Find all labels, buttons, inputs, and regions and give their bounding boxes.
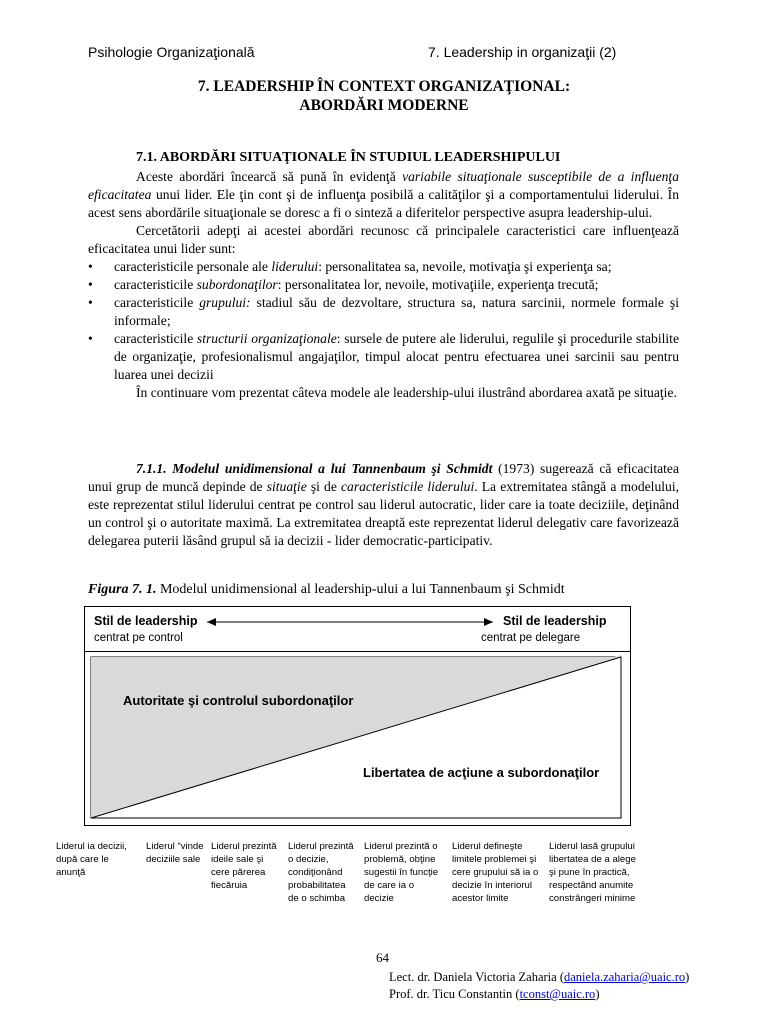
subsection-body	[88, 460, 679, 550]
chapter-title-line2: ABORDĂRI MODERNE	[299, 97, 469, 114]
authority-label: Autoritate şi controlul subordonaţilor	[123, 693, 354, 708]
left-style-heading: Stil de leadership	[94, 614, 198, 628]
right-style-subtitle: centrat pe delegare	[481, 632, 581, 644]
author-line-1: Lect. dr. Daniela Victoria Zaharia (daniela.zaharia@uaic.ro)	[389, 970, 690, 984]
leader-step-4: Liderul prezintă o decizie, condiţionând probabilitatea de o schimba	[288, 841, 354, 904]
chapter-title-line1: 7. LEADERSHIP ÎN CONTEXT ORGANIZAŢIONAL:	[197, 78, 571, 95]
leader-step-2: Liderul “vinde deciziile sale	[146, 841, 204, 865]
left-style-subtitle: centrat pe control	[94, 632, 183, 644]
author-email-1[interactable]: daniela.zaharia@uaic.ro	[563, 970, 686, 984]
section-body	[88, 168, 679, 402]
paragraph-3: În continuare vom prezentat câteva modele ale leadership-ului ilustrând abordarea axată pe situaţie.	[136, 385, 677, 400]
right-style-heading: Stil de leadership	[503, 614, 607, 628]
author-line-2: Prof. dr. Ticu Constantin (tconst@uaic.ro)	[389, 987, 600, 1001]
leader-step-6: Liderul defineşte limitele problemei şi cere grupului să ia o decizie în interiorul acestor limite	[452, 841, 539, 904]
figure-caption: Figura 7. 1. Modelul unidimensional al leadership-ului a lui Tannenbaum şi Schmidt	[88, 582, 565, 597]
bullet-item: • caracteristicile grupului: stadiul său de dezvoltare, structura sa, natura sarcinii, normele formale şi informale;	[88, 294, 679, 330]
paragraph-1: Aceste abordări încearcă să pună în evidenţă variabile situaţionale susceptibile de a influenţa eficacitatea unui lider. Ele ţin cont şi de influenţa posibilă a calităţilor şi a comportamentului liderului. În acest sens abordările situaţionale se doresc a fi o sinteză a diferitelor perspective asupra leadership-ului.	[88, 169, 679, 220]
section-heading: 7.1. ABORDĂRI SITUAŢIONALE ÎN STUDIUL LEADERSHIPULUI	[136, 150, 561, 165]
leader-step-5: Liderul prezintă o problemă, obţine sugestii în funcţie de care ia o decizie	[364, 841, 439, 904]
bullet-item: • caracteristicile personale ale liderului: personalitatea sa, nevoile, motivaţia şi experienţa sa;	[88, 258, 679, 276]
page-number: 64	[376, 950, 389, 965]
leader-step-1: Liderul ia decizii, după care le anunţă	[56, 841, 127, 878]
bullet-item: • caracteristicile structurii organizaţionale: sursele de putere ale liderului, regulile şi procedurile stabilite de organizaţie, profesionalismul angajaţilor, timpul alocat pentru efectuarea unei sarcinii sau pentru luarea unei decizii	[88, 330, 679, 384]
running-header-left: Psihologie Organizaţională	[88, 44, 255, 60]
author-email-2[interactable]: tconst@uaic.ro	[519, 987, 596, 1001]
figure-model	[84, 606, 631, 826]
paragraph-2: Cercetătorii adepţi ai acestei abordări recunosc că principalele caracteristici care influenţează eficacitatea unui lider sunt:	[88, 223, 679, 256]
paragraph-4: 7.1.1. Modelul unidimensional a lui Tannenbaum şi Schmidt (1973) sugerează că eficacitatea unui grup de muncă depinde de situaţie şi de caracteristicile liderului. La extremitatea stângă a modelului, este reprezentat stilul liderului centrat pe control sau liderul autocratic, lider care ia toate deciziile, deţinând un control şi o autoritate maximă. La extremitatea dreaptă este reprezentat liderul delegativ care favorizează delegarea puterii lăsând grupul să ia decizii - lider democratic-participativ.	[88, 461, 680, 548]
leader-step-3: Liderul prezintă ideile sale şi cere părerea fiecăruia	[211, 841, 277, 891]
freedom-label: Libertatea de acţiune a subordonaţilor	[363, 765, 600, 780]
leader-step-7: Liderul lasă grupului libertatea de a alege şi pune în practică, respectând anumite constrângeri minime	[549, 841, 636, 904]
figure-graphic	[85, 607, 630, 825]
running-header-right: 7. Leadership in organizaţii (2)	[428, 44, 617, 60]
subsection-title: 7.1.1. Modelul unidimensional a lui Tannenbaum şi Schmidt	[136, 461, 493, 476]
bullet-item: • caracteristicile subordonaţilor: personalitatea lor, nevoile, motivaţiile, experienţa trecută;	[88, 276, 679, 294]
double-arrow-icon	[207, 618, 493, 626]
